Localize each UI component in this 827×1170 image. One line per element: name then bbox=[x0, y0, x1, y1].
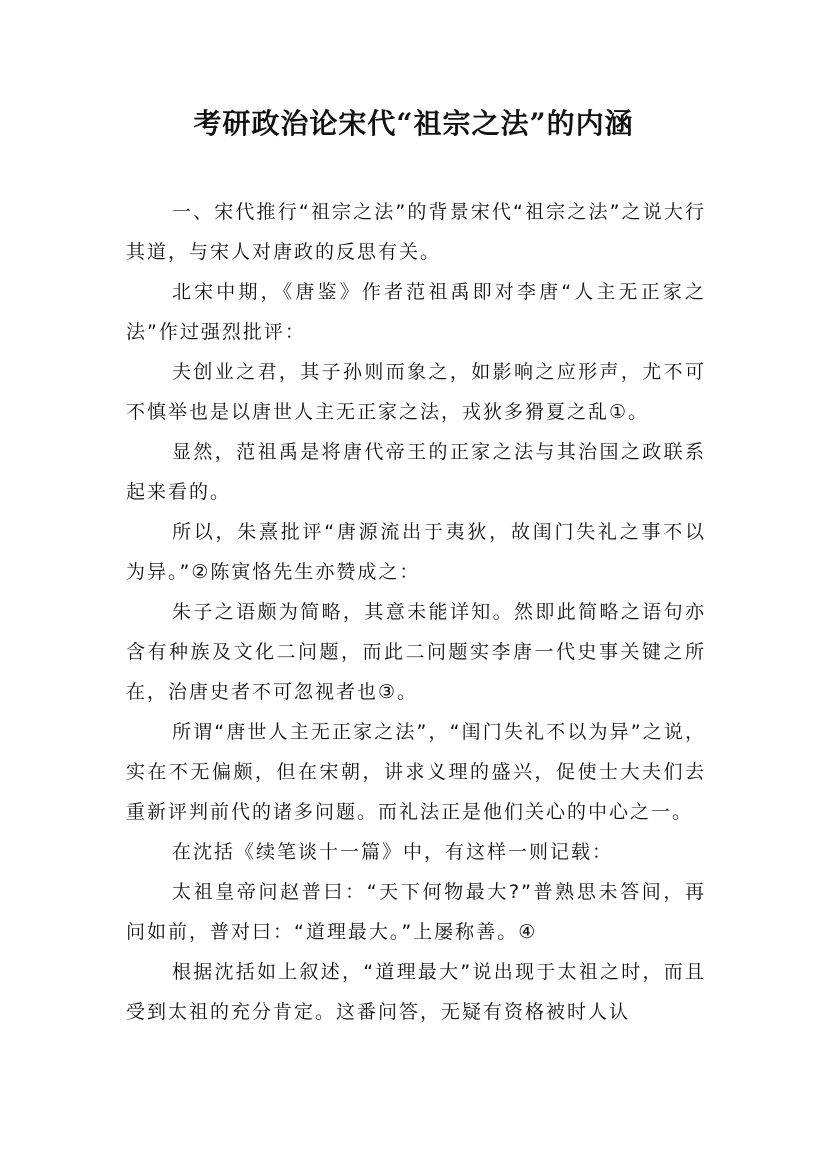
paragraph-6: 朱子之语颇为简略，其意未能详知。然即此简略之语句亦含有种族及文化二问题，而此二问题实李唐一代史事关键之所在，治唐史者不可忽视者也③。 bbox=[126, 601, 706, 703]
paragraph-1: 一、宋代推行“祖宗之法”的背景宋代“祖宗之法”之说大行其道，与宋人对唐政的反思有关。 bbox=[126, 201, 706, 263]
paragraph-4: 显然，范祖禹是将唐代帝王的正家之法与其治国之政联系起来看的。 bbox=[126, 441, 706, 503]
document-title: 考研政治论宋代“祖宗之法”的内涵 bbox=[193, 107, 634, 140]
paragraph-8: 在沈括《续笔谈十一篇》中，有这样一则记载： bbox=[172, 841, 614, 863]
paragraph-2: 北宋中期，《唐鉴》作者范祖禹即对李唐“人主无正家之法”作过强烈批评： bbox=[126, 281, 706, 343]
document-body bbox=[126, 192, 706, 1032]
paragraph-7: 所谓“唐世人主无正家之法”，“闺门失礼不以为异”之说，实在不无偏颇，但在宋朝，讲求义理的盛兴，促使士大夫们去重新评判前代的诸多问题。而礼法正是他们关心的中心之一。 bbox=[126, 721, 706, 823]
paragraph-3: 夫创业之君，其子孙则而象之，如影响之应形声，尤不可不慎举也是以唐世人主无正家之法，戎狄多猾夏之乱①。 bbox=[126, 361, 706, 423]
paragraph-10: 根据沈括如上叙述，“道理最大”说出现于太祖之时，而且受到太祖的充分肯定。这番问答，无疑有资格被时人认 bbox=[126, 961, 706, 1023]
paragraph-9: 太祖皇帝问赵普曰：“天下何物最大?”普熟思未答间，再问如前，普对曰：“道理最大。”上屡称善。④ bbox=[126, 881, 706, 943]
paragraph-5: 所以，朱熹批评“唐源流出于夷狄，故闺门失礼之事不以为异。”②陈寅恪先生亦赞成之： bbox=[126, 521, 706, 583]
